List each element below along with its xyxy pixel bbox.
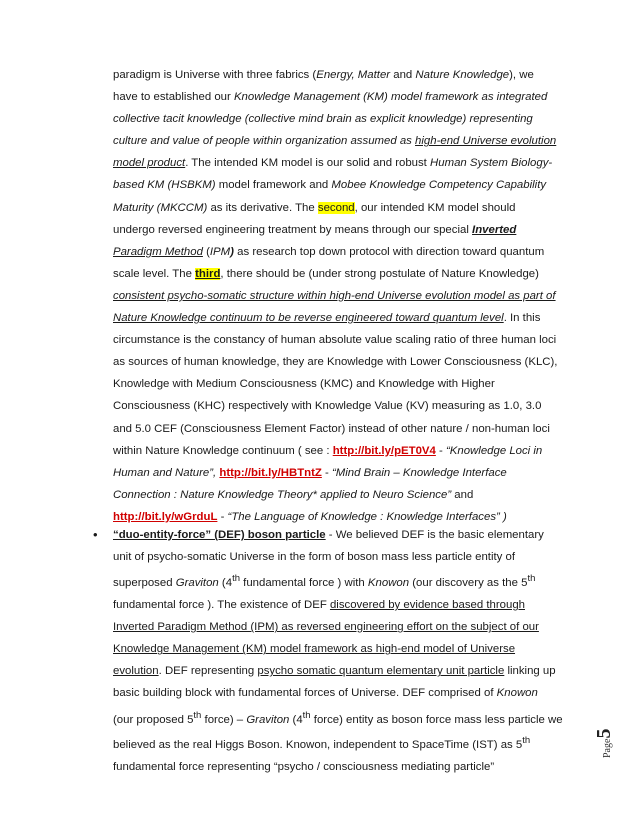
text-line: fundamental force representing “psycho / consciousness mediating particle” xyxy=(113,761,495,774)
text-line: Connection : Nature Knowledge Theory* applied to Neuro Science” and xyxy=(113,488,474,501)
text-line: paradigm is Universe with three fabrics (Energy, Matter and Nature Knowledge), we xyxy=(113,69,534,81)
text-line: Knowledge with Medium Consciousness (KMC) and Knowledge with Higher xyxy=(113,378,495,391)
text-line: based KM (HSBKM) model framework and Mobee Knowledge Competency Capability xyxy=(113,179,547,192)
text-line: as sources of human knowledge, they are Knowledge with Lower Consciousness (KLC), xyxy=(113,356,558,369)
text-line: collective tacit knowledge (collective mind brain as explicit knowledge) representing xyxy=(113,113,533,126)
link-wgrdul[interactable]: http://bit.ly/wGrduL xyxy=(113,510,218,523)
text-line: scale level. The third, there should be (under strong postulate of Nature Knowledge) xyxy=(113,267,539,280)
underlined-phrase: Paradigm Method xyxy=(113,245,203,258)
text-line: fundamental force ). The existence of DEF discovered by evidence based through xyxy=(113,599,525,612)
text-line: Consciousness (KHC) respectively with Knowledge Value (KV) measuring as 1.0, 3.0 xyxy=(113,400,542,413)
text-line: “duo-entity-force” (DEF) boson particle - We believed DEF is the basic elementary xyxy=(113,529,544,541)
highlighted-word-second: second xyxy=(317,201,355,214)
text-line: evolution. DEF representing psycho somatic quantum elementary unit particle linking up xyxy=(113,665,556,678)
text-line: superposed Graviton (4th fundamental force ) with Knowon (our discovery as the 5th xyxy=(113,573,536,589)
underlined-phrase: evolution xyxy=(113,665,159,678)
body-paragraph-1 xyxy=(113,64,568,528)
text-line: Maturity (MKCCM) as its derivative. The second, our intended KM model should xyxy=(113,201,516,214)
text-line: model product. The intended KM model is our solid and robust Human System Biology- xyxy=(113,157,553,170)
text-line: (our proposed 5th force) – Graviton (4th force) entity as boson force mass less particle we xyxy=(113,709,563,726)
text-line: and 5.0 CEF (Consciousness Element Factor) instead of other nature / non-human loci xyxy=(113,422,550,435)
link-pet0v4[interactable]: http://bit.ly/pET0V4 xyxy=(332,444,436,457)
underlined-phrase: high-end Universe evolution xyxy=(415,135,557,148)
text-line: believed as the real Higgs Boson. Knowon, independent to SpaceTime (IST) as 5th xyxy=(113,735,531,752)
text-line: Human and Nature”, http://bit.ly/HBTntZ - “Mind Brain – Knowledge Interface xyxy=(113,466,507,479)
underlined-phrase: consistent psycho-somatic structure within high-end Universe evolution model as part of xyxy=(113,289,556,302)
underlined-phrase: Inverted xyxy=(472,223,517,236)
underlined-phrase: psycho somatic quantum elementary unit particle xyxy=(257,665,505,678)
underlined-phrase: Nature Knowledge continuum to be reverse engineered toward quantum level xyxy=(113,312,504,325)
underlined-phrase: Knowledge Management (KM) model framework as high-end model of Universe xyxy=(113,643,516,656)
text-line: circumstance is the constancy of human absolute value scaling ratio of three human loci xyxy=(113,334,557,347)
highlighted-word-third: third xyxy=(195,267,221,280)
link-hbtntz[interactable]: http://bit.ly/HBTntZ xyxy=(219,466,322,479)
page-number: 5 xyxy=(593,728,615,739)
page-word: Page xyxy=(602,738,613,758)
text-line: culture and value of people within organization assumed as high-end Universe evolution xyxy=(113,135,557,148)
body-paragraph-2 xyxy=(113,524,568,778)
text-line: Nature Knowledge continuum to be reverse engineered toward quantum level. In this xyxy=(113,312,541,325)
underlined-phrase: Inverted Paradigm Method (IPM) as reversed engineering effort on the subject of our xyxy=(113,621,539,634)
text-line: unit of psycho-somatic Universe in the form of boson mass less particle entity of xyxy=(113,551,516,564)
bullet-icon: • xyxy=(93,527,98,542)
text-line: within Nature Knowledge continuum ( see : http://bit.ly/pET0V4 - “Knowledge Loci in xyxy=(113,444,543,457)
text-line: Paradigm Method (IPM) as research top down protocol with direction toward quantum xyxy=(113,245,545,258)
text-line: http://bit.ly/wGrduL - “The Language of Knowledge : Knowledge Interfaces” ) xyxy=(113,510,507,523)
underlined-phrase: model product xyxy=(113,157,186,170)
text-line: undergo reversed engineering treatment by means through our special Inverted xyxy=(113,223,517,236)
bullet-heading: “duo-entity-force” (DEF) boson particle xyxy=(113,529,326,541)
text-line: basic building block with fundamental forces of Universe. DEF comprised of Knowon xyxy=(113,687,538,700)
text-line: have to established our Knowledge Management (KM) model framework as integrated xyxy=(113,91,548,104)
page-number-label xyxy=(593,729,616,758)
page-number-marker xyxy=(593,708,619,758)
underlined-phrase: discovered by evidence based through xyxy=(329,599,525,612)
